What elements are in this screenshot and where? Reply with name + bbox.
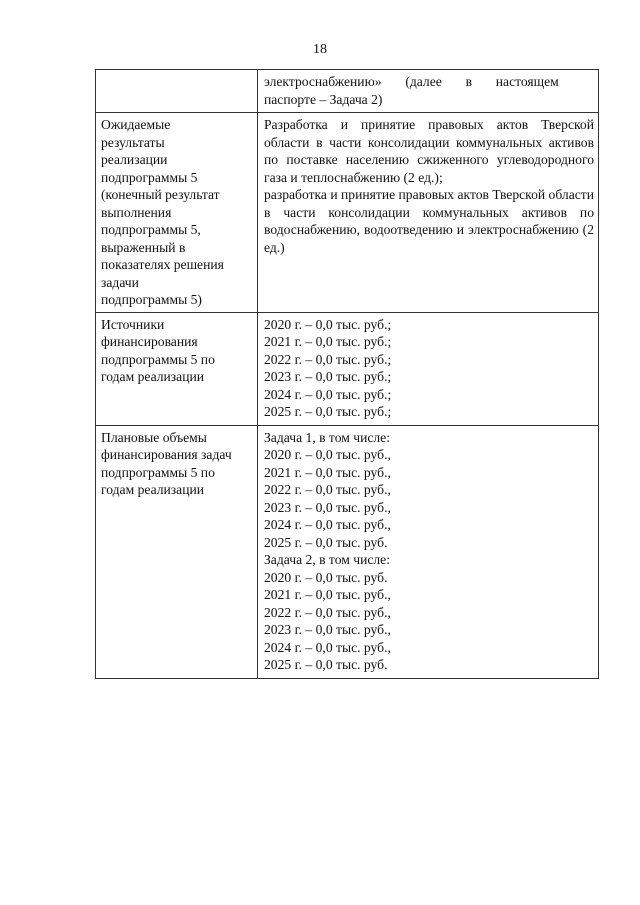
label-line: выполнения	[101, 204, 172, 220]
label-line: подпрограммы 5,	[101, 222, 201, 237]
label-line: подпрограммы 5	[101, 169, 198, 185]
result-paragraph: разработка и принятие правовых актов Тверской области в части консолидации коммунальных активов по водоснабжению, водоотведению и электроснабжению (2 ед.)	[264, 187, 594, 255]
label-line: выраженный в	[101, 239, 186, 255]
value-line: 2020 г. – 0,0 тыс. руб.,	[264, 447, 391, 462]
value-line: 2024 г. – 0,0 тыс. руб.,	[264, 639, 391, 655]
row-value	[258, 113, 599, 313]
row-value	[258, 70, 599, 113]
value-line: 2024 г. – 0,0 тыс. руб.,	[264, 517, 391, 532]
label-line: Ожидаемые	[101, 117, 171, 132]
label-line: (конечный результат	[101, 187, 220, 202]
value-line: 2021 г. – 0,0 тыс. руб.,	[264, 587, 391, 602]
label-line: подпрограммы 5 по	[101, 351, 215, 367]
label-line: годам реализации	[101, 369, 205, 384]
label-line: подпрограммы 5)	[101, 292, 202, 307]
value-line: электроснабжению» (далее в настоящем	[264, 74, 559, 89]
label-line: результаты	[101, 134, 165, 150]
value-line: 2023 г. – 0,0 тыс. руб.,	[264, 622, 391, 637]
table-row	[96, 425, 599, 678]
label-line: задачи	[101, 274, 139, 290]
row-value	[258, 312, 599, 425]
value-line: 2020 г. – 0,0 тыс. руб.	[264, 569, 388, 585]
value-line: 2022 г. – 0,0 тыс. руб.,	[264, 482, 391, 497]
row-value	[258, 425, 599, 678]
value-line: паспорте – Задача 2)	[264, 91, 383, 107]
value-line: 2025 г. – 0,0 тыс. руб.	[264, 534, 388, 550]
value-line: Задача 2, в том числе:	[264, 552, 390, 567]
passport-table	[95, 69, 599, 679]
table-row	[96, 113, 599, 313]
value-line: 2022 г. – 0,0 тыс. руб.;	[264, 351, 392, 367]
value-line: 2022 г. – 0,0 тыс. руб.,	[264, 604, 391, 620]
value-line: 2025 г. – 0,0 тыс. руб.;	[264, 404, 392, 419]
table-row	[96, 70, 599, 113]
label-line: Источники	[101, 316, 165, 332]
value-line: Задача 1, в том числе:	[264, 429, 390, 445]
row-label	[96, 425, 258, 678]
table-row	[96, 312, 599, 425]
page-number: 18	[313, 42, 327, 57]
row-label	[96, 312, 258, 425]
label-line: подпрограммы 5 по	[101, 464, 215, 480]
row-label	[96, 70, 258, 113]
label-line: финансирования задач	[101, 447, 232, 462]
value-line: 2020 г. – 0,0 тыс. руб.;	[264, 316, 392, 332]
label-line: Плановые объемы	[101, 429, 207, 445]
value-line: 2023 г. – 0,0 тыс. руб.;	[264, 369, 392, 384]
value-line: 2021 г. – 0,0 тыс. руб.,	[264, 464, 391, 480]
value-line: 2024 г. – 0,0 тыс. руб.;	[264, 386, 392, 402]
label-line: показателях решения	[101, 257, 224, 272]
value-line: 2023 г. – 0,0 тыс. руб.,	[264, 499, 391, 515]
label-line: годам реализации	[101, 482, 205, 497]
label-line: финансирования	[101, 334, 198, 349]
result-paragraph: Разработка и принятие правовых актов Тверской области в части консолидации коммунальных активов по поставке населению сжиженного углеводородного газа и теплоснабжению (2 ед.);	[264, 117, 594, 185]
label-line: реализации	[101, 152, 168, 167]
value-line: 2025 г. – 0,0 тыс. руб.	[264, 657, 388, 672]
row-label	[96, 113, 258, 313]
value-line: 2021 г. – 0,0 тыс. руб.;	[264, 334, 392, 349]
